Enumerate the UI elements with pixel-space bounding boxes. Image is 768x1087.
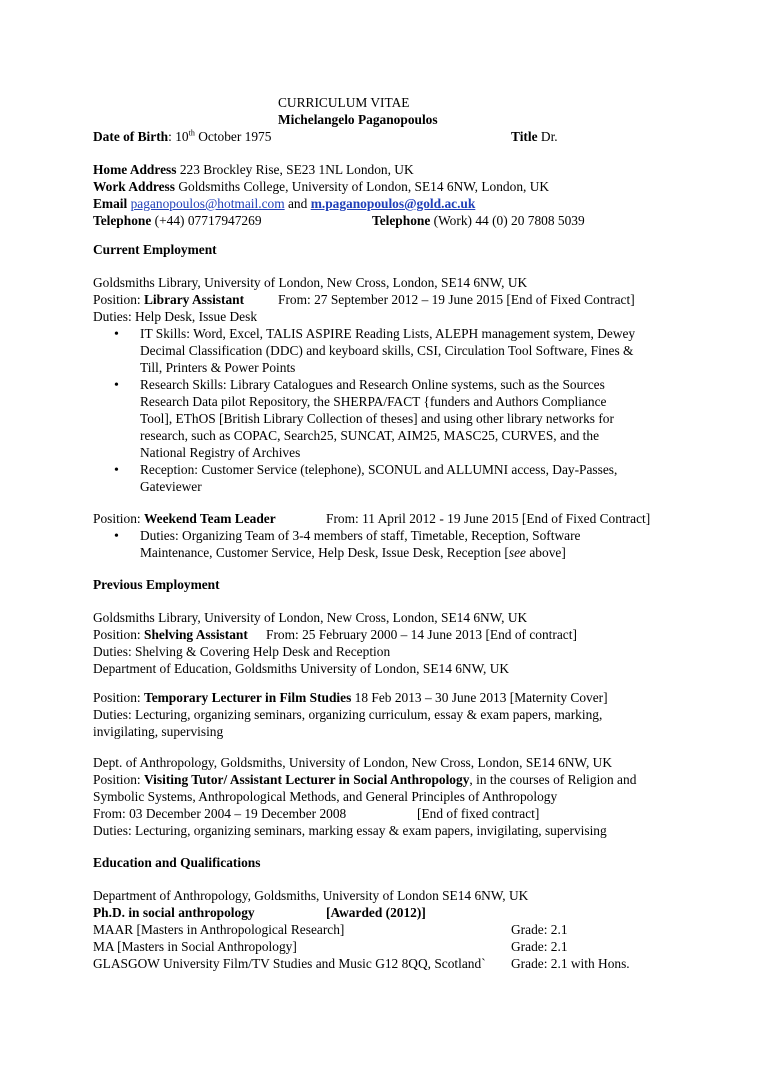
bullet-line: Gateviewer: [140, 479, 202, 494]
title-field: [511, 128, 558, 145]
telephone-label: Telephone: [93, 213, 152, 228]
email-line: [93, 195, 475, 212]
qualification-name: GLASGOW University Film/TV Studies and Music G12 8QQ, Scotland`: [93, 956, 486, 971]
work-address-label: Work Address: [93, 179, 175, 194]
previous-duties-3: Duties: Lecturing, organizing seminars, marking essay & exam papers, invigilating, supervising: [93, 823, 607, 838]
bullet-line: IT Skills: Word, Excel, TALIS ASPIRE Reading Lists, ALEPH management system, Dewey: [140, 326, 636, 341]
telephone-work: [372, 212, 585, 229]
phd-awarded: [Awarded (2012)]: [326, 905, 426, 920]
position-dates: From: 25 February 2000 – 14 June 2013 [End of contract]: [266, 627, 577, 642]
document-title: CURRICULUM VITAE: [278, 95, 410, 110]
work-address-value: Goldsmiths College, University of London, SE14 6NW, London, UK: [178, 179, 550, 194]
position-title: Weekend Team Leader: [144, 511, 276, 526]
title-value: Dr.: [540, 129, 558, 144]
dob-day: 10: [175, 129, 189, 144]
person-name: Michelangelo Paganopoulos: [278, 112, 438, 127]
previous-position-1: [93, 626, 248, 643]
bullet-text: above]: [529, 545, 566, 560]
position-label: Position:: [93, 511, 141, 526]
bullet-line: Till, Printers & Power Points: [140, 360, 296, 375]
email-link-work[interactable]: m.paganopoulos@gold.ac.uk: [310, 196, 476, 211]
current-duties-1: Duties: Help Desk, Issue Desk: [93, 309, 258, 324]
bullet-line: Research Skills: Library Catalogues and Research Online systems, such as the Sources: [140, 377, 605, 392]
previous-duties-1: Duties: Shelving & Covering Help Desk and Reception: [93, 644, 391, 659]
contract-end: [End of fixed contract]: [417, 806, 540, 821]
dob-suffix: th: [188, 128, 195, 138]
previous-duties-2: Duties: Lecturing, organizing seminars, organizing curriculum, essay & exam papers, marking,: [93, 707, 603, 722]
see-italic: see: [508, 545, 526, 560]
qualification-grade: Grade: 2.1: [511, 939, 568, 954]
position-label: Position:: [93, 627, 141, 642]
bullet-line: [140, 544, 566, 561]
current-employer: Goldsmiths Library, University of London, New Cross, London, SE14 6NW, UK: [93, 275, 528, 290]
telephone-work-label: Telephone: [372, 213, 431, 228]
position-dates: 18 Feb 2013 – 30 June 2013 [Maternity Cover]: [354, 690, 608, 705]
dob-label: Date of Birth: [93, 129, 169, 144]
telephone-work-value: (Work) 44 (0) 20 7808 5039: [433, 213, 585, 228]
email-label: Email: [93, 196, 128, 211]
previous-position-3: [93, 771, 636, 788]
position-title: Visiting Tutor/ Assistant Lecturer in Social Anthropology: [144, 772, 470, 787]
education-heading: Education and Qualifications: [93, 855, 261, 870]
position-label: Position:: [93, 772, 141, 787]
bullet-marker: [114, 325, 126, 342]
bullet-line: Tool], EThOS [British Library Collection of theses] and using other library networks for: [140, 411, 614, 426]
bullet-line: Reception: Customer Service (telephone), SCONUL and ALLUMNI access, Day-Passes,: [140, 462, 618, 477]
qualification-name: MA [Masters in Social Anthropology]: [93, 939, 297, 954]
bullet-line: National Registry of Archives: [140, 445, 301, 460]
position-title: Library Assistant: [144, 292, 245, 307]
current-position-1: [93, 291, 244, 308]
position-label: Position:: [93, 292, 141, 307]
home-address-value: 223 Brockley Rise, SE23 1NL London, UK: [179, 162, 414, 177]
bullet-text: Maintenance, Customer Service, Help Desk, Issue Desk, Reception [: [140, 545, 509, 560]
position-dates: From: 27 September 2012 – 19 June 2015 [End of Fixed Contract]: [278, 292, 635, 307]
bullet-marker: [114, 527, 126, 544]
department-education: Department of Education, Goldsmiths University of London, SE14 6NW, UK: [93, 661, 510, 676]
position-title: Shelving Assistant: [144, 627, 248, 642]
position-dates: From: 11 April 2012 - 19 June 2015 [End of Fixed Contract]: [326, 511, 651, 526]
date-of-birth: Date of Birth: 10th October 1975: [93, 128, 272, 144]
position-title: Temporary Lecturer in Film Studies: [144, 690, 352, 705]
title-label: Title: [511, 129, 538, 144]
home-address: [93, 161, 414, 178]
home-address-label: Home Address: [93, 162, 177, 177]
bullet-line: Duties: Organizing Team of 3-4 members of staff, Timetable, Reception, Software: [140, 528, 581, 543]
phd-degree: Ph.D. in social anthropology: [93, 905, 255, 920]
current-position-2: [93, 510, 276, 527]
position-label: Position:: [93, 690, 141, 705]
previous-position-3-dates: From: 03 December 2004 – 19 December 2008: [93, 806, 347, 821]
bullet-marker: [114, 461, 126, 478]
bullet-line: Research Data pilot Repository, the SHERPA/FACT {funders and Authors Compliance: [140, 394, 607, 409]
telephone-home: [93, 212, 262, 229]
bullet-line: Decimal Classification (DDC) and keyboard skills, CSI, Circulation Tool Software, Fines &: [140, 343, 634, 358]
department-anthropology: Dept. of Anthropology, Goldsmiths, University of London, New Cross, London, SE14 6NW, UK: [93, 755, 612, 770]
education-department: Department of Anthropology, Goldsmiths, University of London SE14 6NW, UK: [93, 888, 529, 903]
bullet-marker: [114, 376, 126, 393]
qualification-grade: Grade: 2.1: [511, 922, 568, 937]
previous-duties-2-cont: invigilating, supervising: [93, 724, 224, 739]
previous-position-2: [93, 689, 608, 706]
telephone-value: (+44) 07717947269: [154, 213, 262, 228]
previous-employer: Goldsmiths Library, University of London, New Cross, London, SE14 6NW, UK: [93, 610, 528, 625]
position-rest: , in the courses of Religion and: [469, 772, 637, 787]
work-address: [93, 178, 549, 195]
email-link-personal[interactable]: paganopoulos@hotmail.com: [130, 196, 285, 211]
email-and: and: [287, 196, 308, 211]
previous-employment-heading: Previous Employment: [93, 577, 220, 592]
current-employment-heading: Current Employment: [93, 242, 217, 257]
bullet-line: research, such as COPAC, Search25, SUNCAT, AIM25, MASC25, CURVES, and the: [140, 428, 600, 443]
dob-rest: October 1975: [198, 129, 272, 144]
qualification-name: MAAR [Masters in Anthropological Research]: [93, 922, 345, 937]
previous-position-3-cont: Symbolic Systems, Anthropological Methods, and General Principles of Anthropology: [93, 789, 558, 804]
qualification-grade: Grade: 2.1 with Hons.: [511, 956, 630, 971]
